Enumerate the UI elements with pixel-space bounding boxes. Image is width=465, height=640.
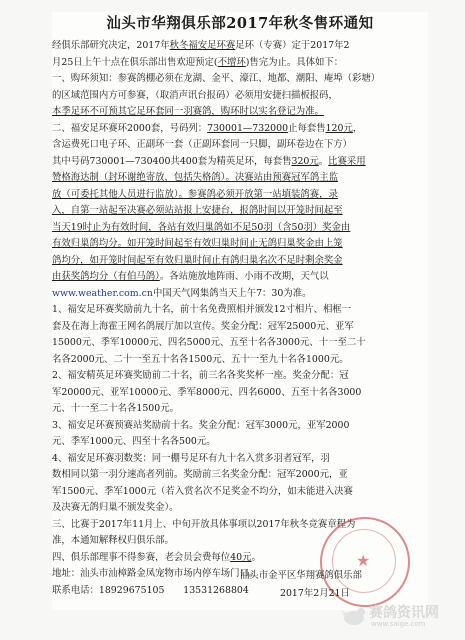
notice-line	[52, 385, 428, 402]
notice-line	[52, 335, 428, 352]
notice-line	[52, 154, 428, 171]
line-text: 放（可委托其他人员进行监放）。参赛鸽必须开放第一站填装鸽赛，录	[52, 188, 338, 200]
notice-title: 汕头市华翔俱乐部2017年秋冬售环通知	[106, 15, 374, 32]
line-text: 地址：汕头市汕樟路金凤宠物市场内停车场门口。	[52, 568, 259, 579]
notice-line	[52, 253, 428, 270]
line-text: 准，本通知解释权归俱乐部。	[52, 535, 174, 546]
notice-document	[52, 12, 428, 610]
line-text: 730001—732000	[207, 122, 289, 134]
line-text: 40元	[230, 551, 252, 563]
line-text: ，	[352, 122, 363, 134]
line-text: 。	[318, 155, 329, 167]
notice-line	[52, 220, 428, 237]
line-text: 赞格海达制（封环谢绝寄放，包括失格鸽）	[52, 172, 226, 183]
notice-line	[52, 302, 428, 319]
line-text: 由获奖鸽均分（有伯马鸽）	[52, 271, 160, 282]
notice-line	[52, 319, 428, 336]
line-text: 入，自第一站起至决赛必须站站报上安捷台，报鸽时间以开笼时间起至	[52, 205, 343, 216]
line-text: )售完为止。具体如下：	[245, 56, 344, 68]
line-text: 及决赛无鸽归巢不颁发奖金）。	[52, 502, 179, 513]
signature-date: 2017年2月21日	[280, 588, 350, 599]
line-text: 比赛采用	[328, 155, 366, 167]
line-text: 3、福安足环赛预赛站奖励前十名。奖金分配：冠军3000元，亚军2000	[52, 419, 350, 431]
notice-line	[52, 418, 428, 435]
weather-site-text: www.weather.com.cn	[52, 287, 153, 299]
notice-line	[52, 467, 428, 484]
line-text: 军1500元、季军1000元（若入赏名次不足奖金不均分，如未能进入决赛	[52, 485, 353, 497]
line-text: 止每套售	[288, 122, 326, 134]
line-text: 数相同以第一羽分速高者列前。奖励前三名奖金分配：冠军2000元，亚	[52, 469, 348, 480]
line-text: 名各2000元、二十一至五十名各1500元、五十一至九十名各1000元。	[52, 353, 349, 365]
notice-line	[52, 137, 428, 154]
notice-line	[52, 352, 428, 369]
notice-line	[52, 121, 428, 138]
line-text: 其中号码730001—730400共400套为精英足环，每套售	[52, 155, 292, 167]
watermark-name: 赛鸽资讯网	[369, 605, 439, 621]
line-text: 。各站施放地阵雨、小雨不改期，天气以	[159, 271, 329, 282]
notice-line	[52, 71, 428, 88]
notice-line	[52, 484, 428, 501]
line-text: 经俱乐部研究决定，2017年	[52, 40, 170, 51]
line-text: 15000元、季军10000元、四名5000元、五至十名各3000元、十一至二十	[52, 337, 366, 348]
pigeon-logo-icon	[341, 604, 367, 628]
notice-line	[52, 236, 428, 253]
line-text: 。决赛站由预赛冠军鸽主监	[225, 172, 338, 183]
line-text: 三、比赛于2017年11月上、中旬开放具体事项以2017年秋冬竞赛章程为	[52, 518, 356, 530]
notice-line	[52, 104, 428, 121]
line-text: 秋冬福安足环赛	[169, 40, 236, 51]
line-text: 。	[251, 551, 261, 563]
line-text: 套及在海上海霍王网名鸽展厅加以宣传。奖金分配：冠军25000元、亚军	[52, 320, 354, 332]
line-text: 1、福安足环赛奖励前九十名，前十名免费照相并颁发12寸相片、相框一	[52, 304, 352, 315]
notice-line	[52, 269, 428, 286]
line-text: 二、福安足环赛环2000套，号码列：	[52, 122, 208, 134]
line-text: 鸽均分，如开笼时间起至有效归巢时间止有鸽归巢名次不足时剩余奖金	[52, 254, 343, 266]
notice-line	[52, 203, 428, 220]
line-text: 不增环	[217, 56, 246, 68]
notice-line	[52, 368, 428, 385]
line-text: 中国天气网集鸽当天上午7：30为准。	[152, 287, 312, 299]
line-text: 元、十一至二十名各1500元。	[52, 403, 179, 414]
line-text: 当天19时止为有效时间，各站有效归巢鸽如不足50羽（含50羽）奖金由	[52, 221, 351, 233]
notice-line	[52, 401, 428, 418]
notice-line	[52, 38, 428, 55]
stamp-star-icon: ★	[356, 551, 371, 570]
line-text: 2、福安精英足环赛奖励前二十名，前三名各奖奖杯一座。奖金分配：冠	[52, 370, 349, 381]
line-text: 120元	[325, 122, 353, 134]
line-text: 四、俱乐部理事不得参赛，老会员会费每位	[52, 551, 231, 563]
line-text: 4、福安足环赛羽数奖：同一棚号足环有九十名入赏多羽者冠军，羽	[52, 452, 330, 464]
line-text: 联系电话：18929675105 13531268804	[52, 584, 249, 596]
line-text: 月25日上午十点在俱乐部出售欢迎预定(	[52, 56, 218, 68]
notice-line	[52, 286, 428, 303]
notice-line	[52, 55, 428, 72]
notice-line	[52, 170, 428, 187]
site-watermark	[341, 602, 459, 632]
notice-line	[52, 500, 428, 517]
notice-line	[52, 451, 428, 468]
line-text: 有效归巢鸽均分。如开笼时间起至有效归巢时间止无鸽归巢奖金由上笼	[52, 238, 343, 249]
line-text: 的区域范围内方可参赛，（取消声讯台报码）必须用安捷扫描板报码，	[52, 89, 338, 101]
notice-line	[52, 187, 428, 204]
signature-org: 汕头市金平区华翔赛鸽俱乐部	[240, 570, 362, 581]
line-text: 一、购环须知：参赛鸽棚必须在龙湖、金平、濠江、地都、潮阳、庵埠（彩塘）	[52, 73, 381, 84]
line-text: 320元	[291, 155, 319, 167]
line-text: 本季足环不可预其它足环套同一羽赛鸽，购环时以实名登记为准。	[52, 106, 324, 117]
notice-body	[52, 38, 428, 599]
watermark-url: www.saige.com	[371, 620, 426, 628]
line-text: 足环（专赛）定于2017年2	[235, 40, 350, 51]
line-text: 元、季军1000元、四至十名各500元。	[52, 436, 216, 447]
notice-line	[52, 434, 428, 451]
line-text: 含运费死口电子环、正副环一套（正副环套同一只脚，副环卷边在下方）	[52, 139, 353, 150]
notice-line	[52, 88, 428, 105]
line-text: 军20000元、亚军10000元、季军8000元、四名6000、五至十名各3000	[52, 386, 362, 398]
